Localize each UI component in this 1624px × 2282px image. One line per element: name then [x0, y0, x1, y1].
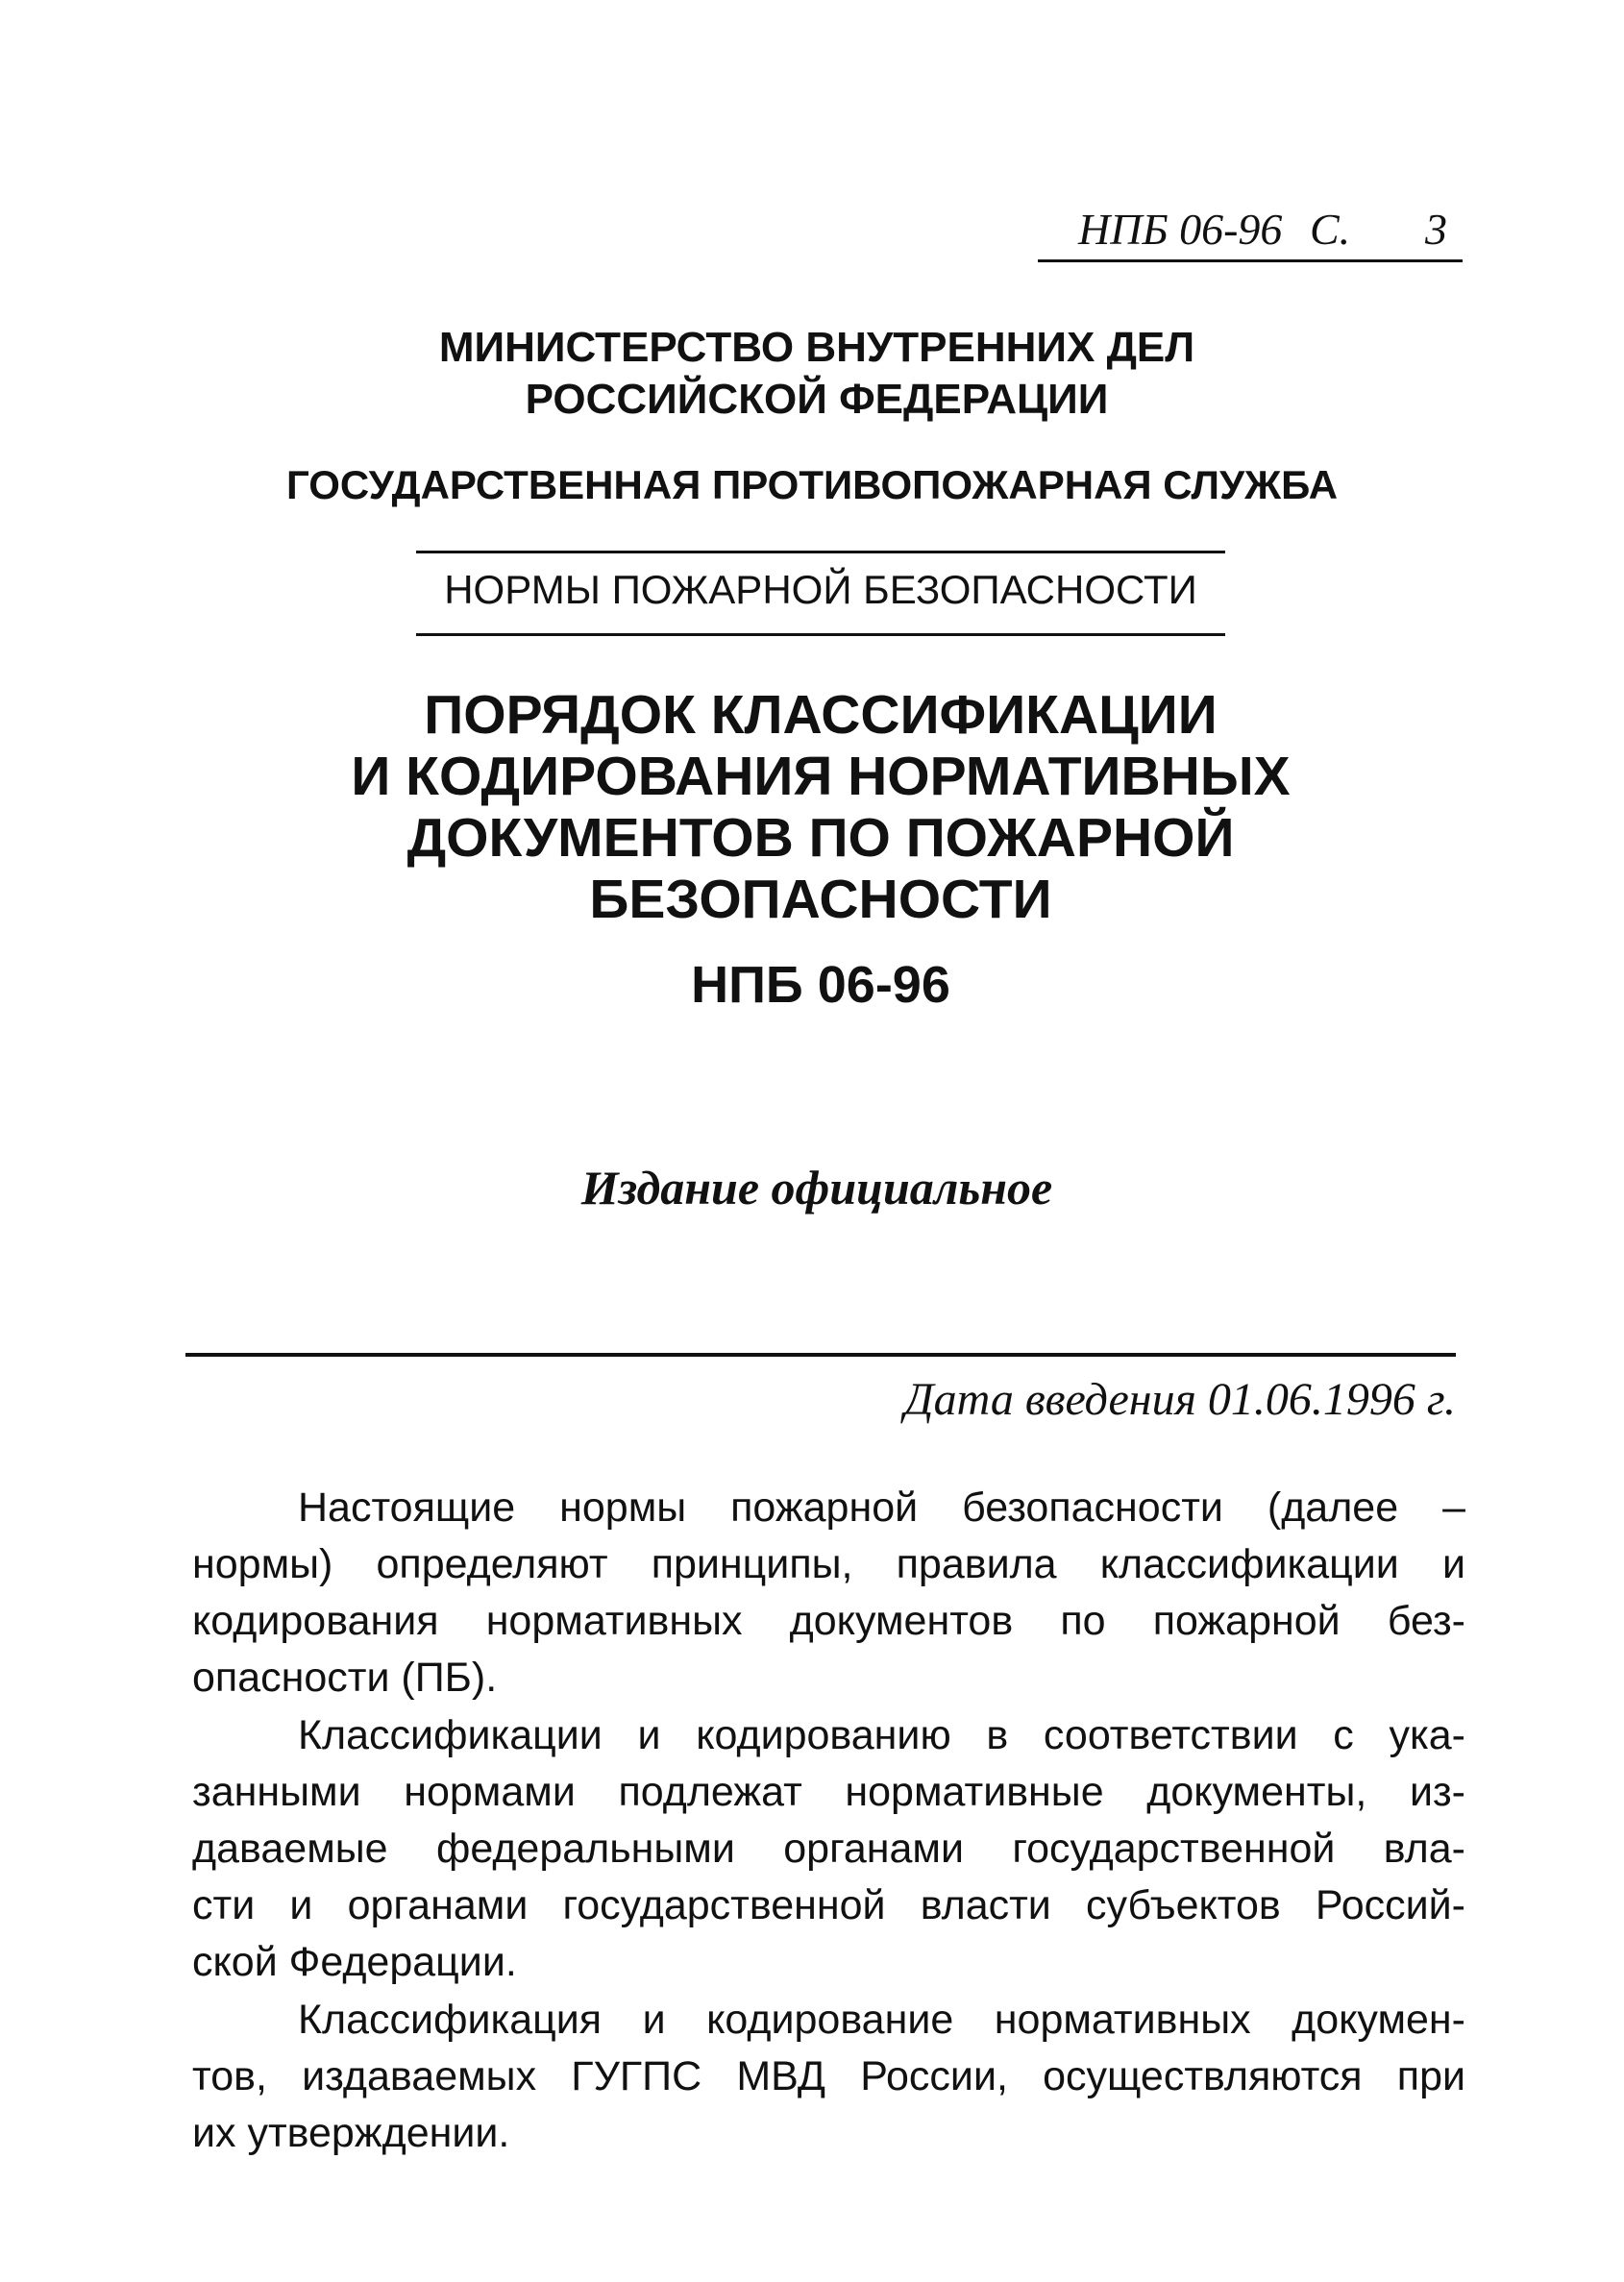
- divider-bottom: [416, 633, 1225, 636]
- divider-top: [416, 551, 1225, 553]
- issuer-service: ГОСУДАРСТВЕННАЯ ПРОТИВОПОЖАРНАЯ СЛУЖБА: [285, 462, 1339, 507]
- divider-thick: [185, 1353, 1456, 1357]
- body-text: [192, 1480, 1465, 2163]
- title-line: ДОКУМЕНТОВ ПО ПОЖАРНОЙ: [406, 807, 1235, 869]
- text-line: Настоящие нормы пожарной безопасности (далее –: [298, 1485, 1465, 1531]
- text-line: опасности (ПБ).: [192, 1655, 498, 1701]
- effective-date: Дата введения 01.06.1996 г.: [904, 1374, 1456, 1425]
- text-line: занными нормами подлежат нормативные документы, из-: [192, 1769, 1465, 1815]
- header-doc-code: НПБ 06-96: [1078, 205, 1283, 254]
- document-title: [0, 684, 1624, 930]
- text-line: Классификации и кодированию в соответствии с ука-: [298, 1712, 1465, 1758]
- title-line: БЕЗОПАСНОСТИ: [589, 869, 1052, 930]
- running-header: [1038, 202, 1463, 262]
- edition-note: Издание официальное: [580, 1161, 1053, 1215]
- text-line: ской Федерации.: [192, 1939, 517, 1985]
- title-line: ПОРЯДОК КЛАССИФИКАЦИИ: [424, 684, 1218, 746]
- text-line: сти и органами государственной власти субъектов Россий-: [192, 1882, 1465, 1928]
- issuer-line-1: МИНИСТЕРСТВО ВНУТРЕННИХ ДЕЛ: [438, 324, 1195, 371]
- header-page-number: 3: [1425, 205, 1447, 254]
- text-line: кодирования нормативных документов по пожарной без-: [192, 1598, 1465, 1644]
- paragraph-2: [192, 1707, 1465, 1991]
- document-code: НПБ 06-96: [691, 956, 950, 1014]
- title-line: И КОДИРОВАНИЯ НОРМАТИВНЫХ: [351, 746, 1291, 807]
- paragraph-1: [192, 1480, 1465, 1706]
- paragraph-3: [192, 1992, 1465, 2162]
- text-line: тов, издаваемых ГУГПС МВД России, осуществляются при: [192, 2053, 1465, 2099]
- text-line: даваемые федеральными органами государственной вла-: [192, 1826, 1465, 1872]
- text-line: их утверждении.: [192, 2110, 510, 2156]
- norms-type: НОРМЫ ПОЖАРНОЙ БЕЗОПАСНОСТИ: [444, 567, 1197, 612]
- issuer-ministry: [86, 322, 1547, 426]
- text-line: Классификация и кодирование нормативных докумен-: [298, 1997, 1465, 2043]
- header-page-label: С.: [1310, 205, 1351, 254]
- text-line: нормы) определяют принципы, правила классификации и: [192, 1541, 1465, 1587]
- issuer-line-2: РОССИЙСКОЙ ФЕДЕРАЦИИ: [525, 376, 1109, 423]
